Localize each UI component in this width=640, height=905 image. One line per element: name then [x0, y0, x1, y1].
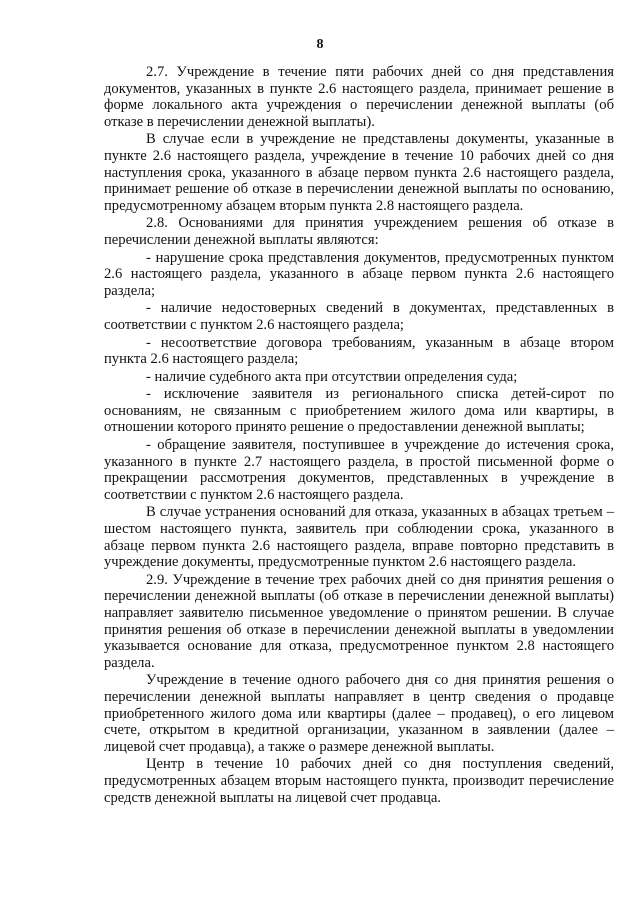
- paragraph-seller-information: Учреждение в течение одного рабочего дня со дня принятия решения о перечислении денежной выплаты направляет в центр сведения о продавце приобретенного жилого дома или квартиры (далее – продавец), о его лицевом счете, открытом в кредитной организации, указанном в заявлении (далее – лицевой счет продавца), а также о размере денежной выплаты.: [104, 672, 614, 755]
- list-item-court-act: - наличие судебного акта при отсутствии определения суда;: [146, 368, 518, 385]
- list-item-applicant-withdrawal: - обращение заявителя, поступившее в учреждение до истечения срока, указанного в пункте 2.7 настоящего раздела, в простой письменной форме о прекращении рассмотрения документов, представленных в учреждение в соответствии с пунктом 2.6 настоящего раздела.: [104, 437, 614, 503]
- list-item-deadline-violation: - нарушение срока представления документов, предусмотренных пунктом 2.6 настоящего раздела, указанного в абзаце первом пункта 2.6 настоящего раздела;: [104, 249, 614, 299]
- page-number: 8: [316, 37, 324, 52]
- paragraph-resubmission: В случае устранения оснований для отказа, указанных в абзацах третьем – шестом настоящего пункта, заявитель при соблюдении срока, указанного в абзаце первом пункта 2.6 настоящего раздела, вправе повторно представить в учреждение документы, предусмотренные пунктом 2.6 настоящего раздела.: [104, 504, 614, 571]
- list-item-exclusion-from-list: - исключение заявителя из регионального списка детей-сирот по основаниям, не связанным с приобретением жилого дома или квартиры, в отношении которого принято решение о предоставлении денежной выплаты;: [104, 386, 614, 436]
- list-item-contract-mismatch: - несоответствие договора требованиям, указанным в абзаце втором пункта 2.6 настоящего раздела;: [104, 334, 614, 368]
- paragraph-center-transfer: Центр в течение 10 рабочих дней со дня поступления сведений, предусмотренных абзацем вторым настоящего пункта, производит перечисление средств денежной выплаты на лицевой счет продавца.: [104, 756, 614, 806]
- list-item-false-information: - наличие недостоверных сведений в документах, представленных в соответствии с пунктом 2.6 настоящего раздела;: [104, 300, 614, 333]
- paragraph-2-9: 2.9. Учреждение в течение трех рабочих дней со дня принятия решения о перечислении денежной выплаты (об отказе в перечислении денежной выплаты) направляет заявителю письменное уведомление о принятом решении. В случае принятия решения об отказе в перечислении денежной выплаты в уведомлении указывается основание для отказа, предусмотренное пунктом 2.8 настоящего раздела.: [104, 571, 614, 671]
- document-body: [104, 64, 614, 806]
- paragraph-2-7: 2.7. Учреждение в течение пяти рабочих дней со дня представления документов, указанных в пункте 2.6 настоящего раздела, принимает решение в форме локального акта учреждения о перечислении денежной выплаты (об отказе в перечислении денежной выплаты).: [104, 64, 614, 130]
- paragraph-refusal-no-documents: В случае если в учреждение не представлены документы, указанные в пункте 2.6 настоящего раздела, учреждение в течение 10 рабочих дней со дня наступления срока, указанного в абзаце первом пункта 2.6 настоящего раздела, принимает решение об отказе в перечислении денежной выплаты по основанию, предусмотренному абзацем вторым пункта 2.8 настоящего раздела.: [104, 131, 614, 214]
- paragraph-2-8: 2.8. Основаниями для принятия учреждением решения об отказе в перечислении денежной выплаты являются:: [104, 215, 614, 248]
